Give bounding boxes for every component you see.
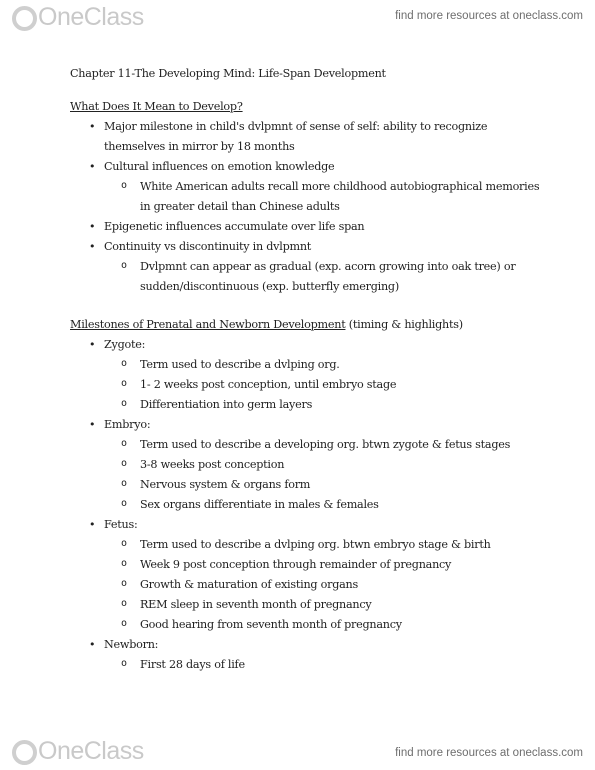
oneclass-logo-footer <box>12 737 144 766</box>
bullet-item: • Zygote: <box>70 335 575 355</box>
sub-bullet-continuation: in greater detail than Chinese adults <box>140 200 340 213</box>
sub-bullet-item: o 1- 2 weeks post conception, until embryo stage <box>70 375 575 395</box>
bullet-item: • Major milestone in child's dvlpmnt of sense of self: ability to recognize <box>70 117 575 137</box>
document-body <box>70 64 575 675</box>
bullet-item: • Continuity vs discontinuity in dvlpmnt <box>70 237 575 257</box>
sub-bullet-item: o White American adults recall more childhood autobiographical memories <box>70 177 575 197</box>
bullet-continuation: themselves in mirror by 18 months <box>104 140 295 153</box>
sub-bullet-item: o 3-8 weeks post conception <box>70 455 575 475</box>
section-heading-milestones: Milestones of Prenatal and Newborn Development (timing & highlights) <box>70 318 463 331</box>
sub-bullet-item: o Dvlpmnt can appear as gradual (exp. acorn growing into oak tree) or <box>70 257 575 277</box>
bullet-item: • Epigenetic influences accumulate over life span <box>70 217 575 237</box>
sub-bullet-item: o Nervous system & organs form <box>70 475 575 495</box>
sub-bullet-continuation: sudden/discontinuous (exp. butterfly emerging) <box>140 280 399 293</box>
sub-bullet-item: o Term used to describe a developing org. btwn zygote & fetus stages <box>70 435 575 455</box>
logo-text: OneClass <box>38 737 144 765</box>
bullet-item: • Fetus: <box>70 515 575 535</box>
section-heading-develop: What Does It Mean to Develop? <box>70 100 243 113</box>
oneclass-logo <box>12 3 144 32</box>
sub-bullet-item: o REM sleep in seventh month of pregnancy <box>70 595 575 615</box>
sub-bullet-item: o Week 9 post conception through remainder of pregnancy <box>70 555 575 575</box>
sub-bullet-item: o Growth & maturation of existing organs <box>70 575 575 595</box>
bullet-item: • Newborn: <box>70 635 575 655</box>
document-title: Chapter 11-The Developing Mind: Life-Span Development <box>70 67 386 80</box>
logo-circle-icon <box>12 6 37 31</box>
sub-bullet-item: o Term used to describe a dvlping org. btwn embryo stage & birth <box>70 535 575 555</box>
sub-bullet-item: o Term used to describe a dvlping org. <box>70 355 575 375</box>
logo-text: OneClass <box>38 3 144 31</box>
sub-bullet-item: o Differentiation into germ layers <box>70 395 575 415</box>
sub-bullet-item: o Sex organs differentiate in males & females <box>70 495 575 515</box>
footer-tagline: find more resources at oneclass.com <box>395 747 583 759</box>
bullet-item: • Cultural influences on emotion knowledge <box>70 157 575 177</box>
sub-bullet-item: o First 28 days of life <box>70 655 575 675</box>
bullet-item: • Embryo: <box>70 415 575 435</box>
sub-bullet-item: o Good hearing from seventh month of pregnancy <box>70 615 575 635</box>
logo-circle-icon <box>12 740 37 765</box>
header-tagline: find more resources at oneclass.com <box>395 10 583 22</box>
